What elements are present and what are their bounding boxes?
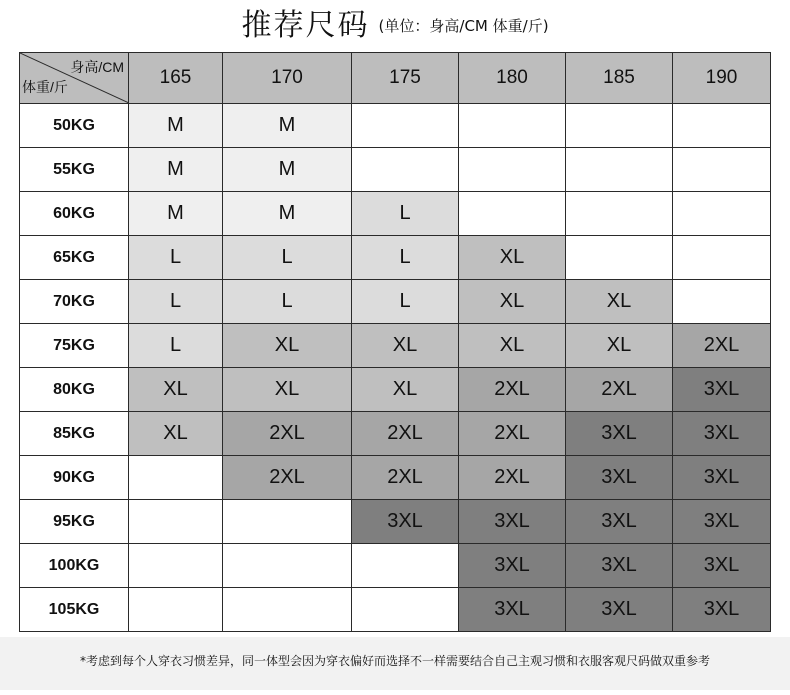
table-row <box>20 588 771 632</box>
size-cell <box>129 456 223 500</box>
size-cell <box>223 544 352 588</box>
weight-label: 65KG <box>20 236 129 280</box>
size-cell <box>673 192 771 236</box>
size-cell <box>352 544 459 588</box>
height-header: 175 <box>352 53 459 104</box>
size-cell: 2XL <box>459 456 566 500</box>
weight-label: 55KG <box>20 148 129 192</box>
size-cell <box>352 148 459 192</box>
page-subtitle: (单位：身高/CM 体重/斤) <box>378 17 549 35</box>
size-cell <box>129 500 223 544</box>
size-cell: 2XL <box>566 368 673 412</box>
size-cell <box>566 236 673 280</box>
weight-label: 75KG <box>20 324 129 368</box>
table-row <box>20 280 771 324</box>
size-cell <box>129 588 223 632</box>
corner-weight-label: 体重/斤 <box>22 79 68 95</box>
size-cell: 2XL <box>459 368 566 412</box>
weight-label: 90KG <box>20 456 129 500</box>
title-bar <box>0 0 790 52</box>
size-cell: XL <box>352 368 459 412</box>
size-cell: M <box>223 104 352 148</box>
table-row <box>20 368 771 412</box>
table-row <box>20 192 771 236</box>
size-cell: M <box>129 148 223 192</box>
size-cell: XL <box>459 280 566 324</box>
size-cell: M <box>129 192 223 236</box>
size-cell: XL <box>223 368 352 412</box>
size-cell <box>352 104 459 148</box>
size-cell: XL <box>566 280 673 324</box>
size-cell: L <box>223 236 352 280</box>
size-cell: 3XL <box>566 544 673 588</box>
size-cell: XL <box>566 324 673 368</box>
size-cell: 3XL <box>673 456 771 500</box>
height-header: 180 <box>459 53 566 104</box>
size-cell: XL <box>459 236 566 280</box>
size-cell: 2XL <box>459 412 566 456</box>
size-chart-body <box>20 53 771 632</box>
size-cell <box>673 148 771 192</box>
size-cell: M <box>223 192 352 236</box>
size-cell <box>673 280 771 324</box>
size-cell: 3XL <box>673 412 771 456</box>
weight-label: 70KG <box>20 280 129 324</box>
height-header: 185 <box>566 53 673 104</box>
size-cell: XL <box>459 324 566 368</box>
weight-label: 105KG <box>20 588 129 632</box>
size-cell: 3XL <box>459 544 566 588</box>
size-cell: 3XL <box>566 412 673 456</box>
size-cell: 3XL <box>352 500 459 544</box>
size-cell: XL <box>129 412 223 456</box>
size-cell: L <box>129 324 223 368</box>
size-cell: 3XL <box>566 456 673 500</box>
size-cell <box>673 236 771 280</box>
size-cell: XL <box>223 324 352 368</box>
size-cell: 3XL <box>673 588 771 632</box>
height-header: 165 <box>129 53 223 104</box>
size-cell <box>223 588 352 632</box>
size-cell: 3XL <box>566 500 673 544</box>
size-cell: L <box>223 280 352 324</box>
size-cell: 3XL <box>459 500 566 544</box>
size-cell <box>566 104 673 148</box>
weight-label: 50KG <box>20 104 129 148</box>
size-cell: 3XL <box>673 500 771 544</box>
size-chart-table-wrap <box>19 52 770 634</box>
table-row <box>20 236 771 280</box>
table-row <box>20 544 771 588</box>
size-cell: L <box>352 192 459 236</box>
size-cell <box>129 544 223 588</box>
size-cell: 3XL <box>459 588 566 632</box>
table-row <box>20 456 771 500</box>
footer-note: *考虑到每个人穿衣习惯差异，同一体型会因为穿衣偏好而选择不一样需要结合自己主观习惯和衣服客观尺码做双重参考 <box>79 654 710 668</box>
weight-label: 95KG <box>20 500 129 544</box>
weight-label: 85KG <box>20 412 129 456</box>
table-row <box>20 324 771 368</box>
size-cell <box>352 588 459 632</box>
corner-height-label: 身高/CM <box>70 59 124 75</box>
size-cell <box>673 104 771 148</box>
size-cell <box>223 500 352 544</box>
size-cell: XL <box>352 324 459 368</box>
size-cell: M <box>129 104 223 148</box>
size-cell <box>459 104 566 148</box>
weight-label: 100KG <box>20 544 129 588</box>
size-cell: 2XL <box>352 456 459 500</box>
size-cell <box>566 148 673 192</box>
size-cell: 3XL <box>673 368 771 412</box>
size-cell: 2XL <box>673 324 771 368</box>
page-title: 推荐尺码 <box>241 8 370 43</box>
size-cell: M <box>223 148 352 192</box>
size-cell: 3XL <box>566 588 673 632</box>
height-header: 170 <box>223 53 352 104</box>
table-row <box>20 104 771 148</box>
table-row <box>20 500 771 544</box>
height-header: 190 <box>673 53 771 104</box>
size-cell: L <box>129 236 223 280</box>
size-cell: 2XL <box>223 412 352 456</box>
table-row <box>20 412 771 456</box>
table-row <box>20 148 771 192</box>
weight-label: 60KG <box>20 192 129 236</box>
size-cell: 3XL <box>673 544 771 588</box>
size-cell <box>459 192 566 236</box>
size-cell <box>459 148 566 192</box>
header-row <box>20 53 771 104</box>
size-cell <box>566 192 673 236</box>
size-chart-table <box>19 52 771 632</box>
size-cell: L <box>352 236 459 280</box>
size-cell: L <box>352 280 459 324</box>
size-cell: 2XL <box>223 456 352 500</box>
size-cell: L <box>129 280 223 324</box>
weight-label: 80KG <box>20 368 129 412</box>
size-cell: XL <box>129 368 223 412</box>
size-cell: 2XL <box>352 412 459 456</box>
corner-cell <box>20 53 129 104</box>
